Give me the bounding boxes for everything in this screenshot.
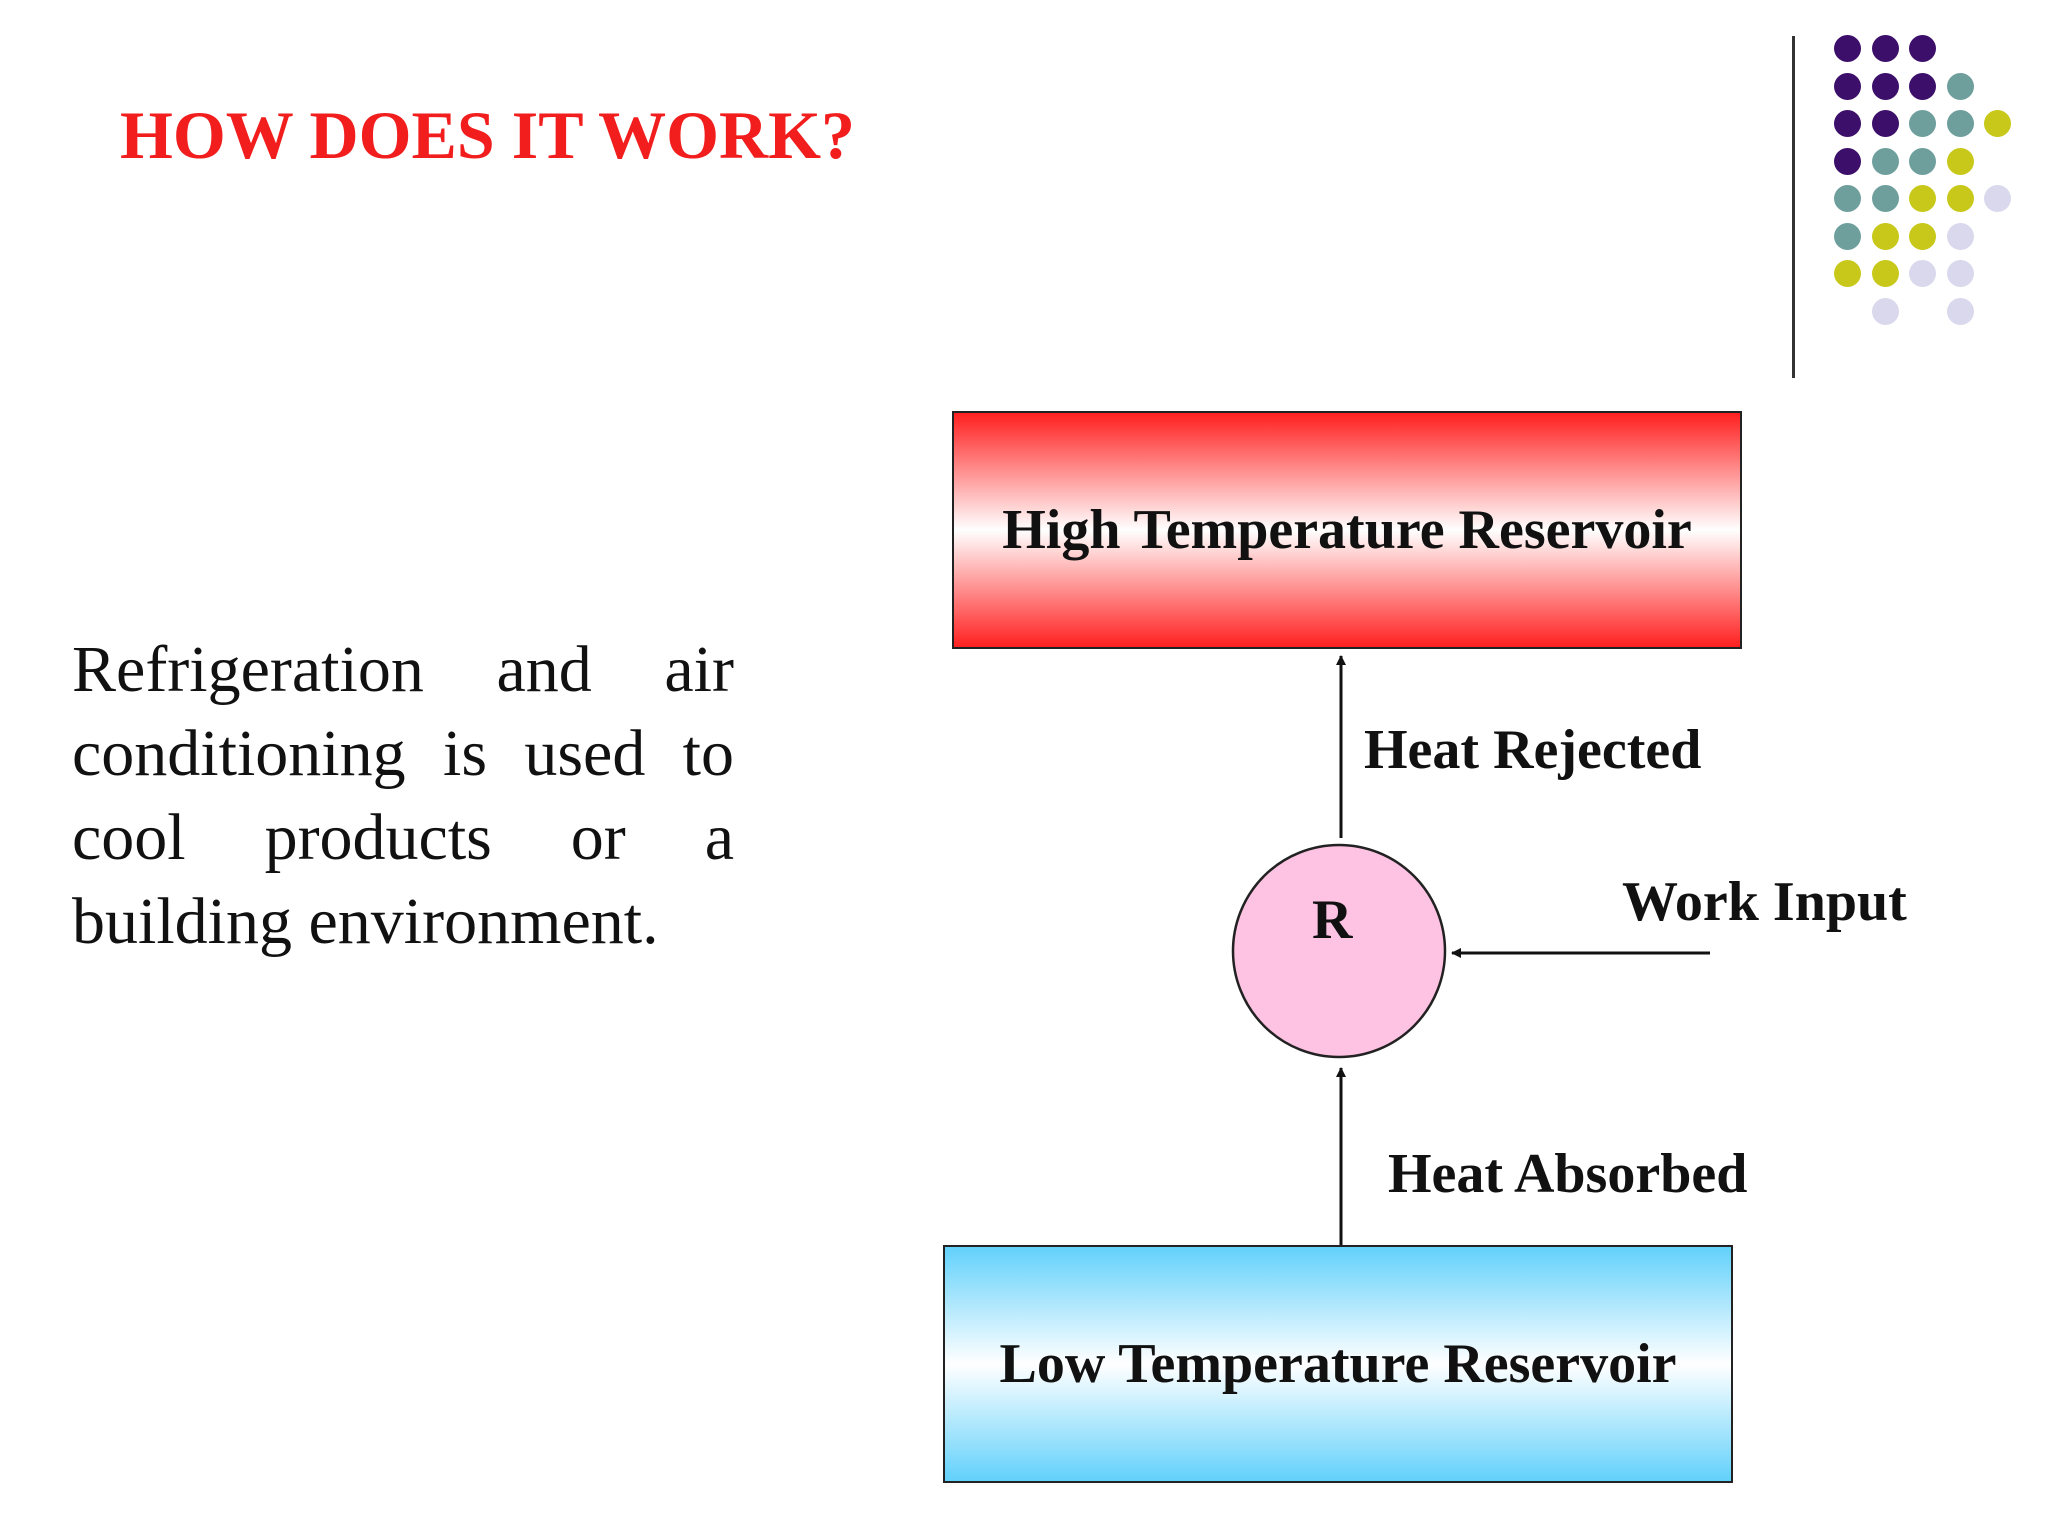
high-reservoir-label: High Temperature Reservoir [1002,499,1692,561]
work-input-label: Work Input [1622,871,1907,933]
heat-absorbed-label: Heat Absorbed [1388,1143,1748,1205]
heat-rejected-label: Heat Rejected [1364,719,1702,781]
refrigerator-label: R [1312,889,1353,951]
body-text: Refrigeration and air conditioning is used to cool products or a building environment. [72,633,734,958]
slide-title: HOW DOES IT WORK? [120,97,855,173]
low-reservoir-label: Low Temperature Reservoir [999,1333,1677,1395]
